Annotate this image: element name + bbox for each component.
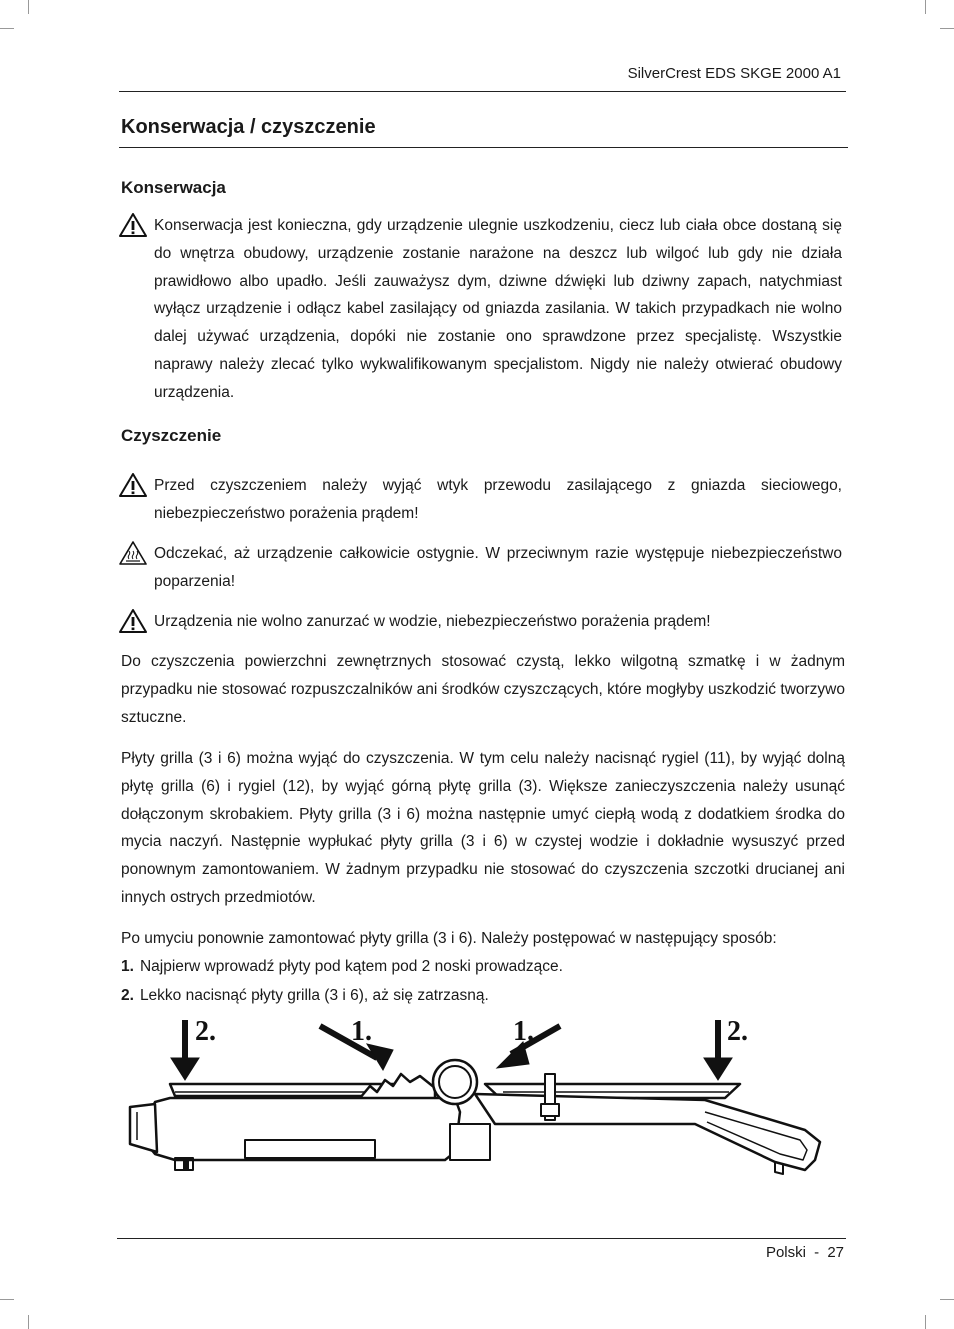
crop-mark	[0, 1299, 14, 1300]
section-title: Konserwacja / czyszczenie	[121, 116, 376, 138]
diagram-label: 1.	[513, 1016, 534, 1047]
step-text: Najpierw wprowadź płyty pod kątem pod 2 noski prowadzące.	[139, 958, 563, 975]
diagram-label: 2.	[727, 1016, 748, 1047]
title-rule	[119, 147, 848, 148]
cleaning-warning	[118, 608, 842, 636]
maintenance-heading: Konserwacja	[121, 178, 226, 197]
step-number: 2.	[121, 987, 134, 1004]
warning-triangle-icon	[118, 472, 148, 498]
maintenance-warning-text: Konserwacja jest konieczna, gdy urządzenie ulegnie uszkodzeniu, ciecz lub ciała obce dostaną się do wnętrza obudowy, urządzenie zostanie narażone na deszcz lub wilgoć lub gdy nie działa prawidłowo albo upadło. Jeśli zauważysz dym, dziwne dźwięki lub dziwny zapach, natychmiast wyłącz urządzenie i odłącz kabel zasilający od gniazda zasilania. W takich przypadkach nie wolno dalej używać urządzenia, dopóki nie zostanie ono sprawdzone przez specjalistę. Wszystkie naprawy należy zlecać tylko wykwalifikowanym specjalistom. Nigdy nie należy otwierać obudowy urządzenia.	[154, 217, 842, 401]
diagram-label: 2.	[195, 1016, 216, 1047]
crop-mark	[28, 1315, 29, 1329]
crop-mark	[940, 28, 954, 29]
running-header: SilverCrest EDS SKGE 2000 A1	[627, 65, 841, 82]
warning-text: Urządzenia nie wolno zanurzać w wodzie, niebezpieczeństwo porażenia prądem!	[154, 613, 711, 630]
maintenance-warning	[118, 212, 842, 407]
crop-mark	[0, 28, 14, 29]
paragraph: Do czyszczenia powierzchni zewnętrznych stosować czystą, lekko wilgotną szmatkę i w żadnym przypadku nie stosować rozpuszczalników ani środków czyszczących, które mogłyby uszkodzić tworzywo sztuczne.	[121, 653, 845, 726]
step-item	[121, 987, 489, 1005]
cleaning-warning	[118, 540, 842, 596]
step-number: 1.	[121, 958, 134, 975]
warning-text: Odczekać, aż urządzenie całkowicie ostygnie. W przeciwnym razie występuje niebezpieczeństwo poparzenia!	[154, 545, 842, 590]
paragraph: Po umyciu ponownie zamontować płyty grilla (3 i 6). Należy postępować w następujący sposób:	[121, 930, 777, 947]
footer-separator: -	[814, 1244, 820, 1261]
warning-text: Przed czyszczeniem należy wyjąć wtyk przewodu zasilającego z gniazda sieciowego, niebezpieczeństwo porażenia prądem!	[154, 477, 842, 522]
cleaning-warning	[118, 472, 842, 528]
paragraph: Płyty grilla (3 i 6) można wyjąć do czyszczenia. W tym celu należy nacisnąć rygiel (11), by wyjąć dolną płytę grilla (6) i rygiel (12), by wyjąć górną płytę grilla (3). Większe zanieczyszczenia należy usunąć dołączonym skrobakiem. Płyty grilla (3 i 6) można następnie umyć ciepłą wodą z dodatkiem środka do mycia naczyń. Następnie wypłukać płyty grilla (3 i 6) w czystej wodzie i dokładnie wysuszyć przed ponownym zamontowaniem. W żadnym przypadku nie stosować do czyszczenia szczotki drucianej ani innych ostrych przedmiotów.	[121, 750, 845, 906]
crop-mark	[925, 0, 926, 14]
page-footer	[766, 1244, 844, 1261]
warning-triangle-icon	[118, 212, 148, 238]
header-rule	[119, 91, 846, 92]
step-item	[121, 958, 563, 976]
step-text: Lekko nacisnąć płyty grilla (3 i 6), aż się zatrzasną.	[139, 987, 489, 1004]
crop-mark	[925, 1315, 926, 1329]
diagram-label: 1.	[351, 1016, 372, 1047]
footer-rule	[117, 1238, 846, 1239]
crop-mark	[940, 1299, 954, 1300]
grill-plate-diagram	[115, 1012, 835, 1192]
footer-language: Polski	[765, 1244, 806, 1261]
page-number: 27	[827, 1244, 844, 1261]
crop-mark	[28, 0, 29, 14]
cleaning-heading: Czyszczenie	[121, 426, 222, 445]
hot-surface-icon	[118, 540, 148, 566]
warning-triangle-icon	[118, 608, 148, 634]
